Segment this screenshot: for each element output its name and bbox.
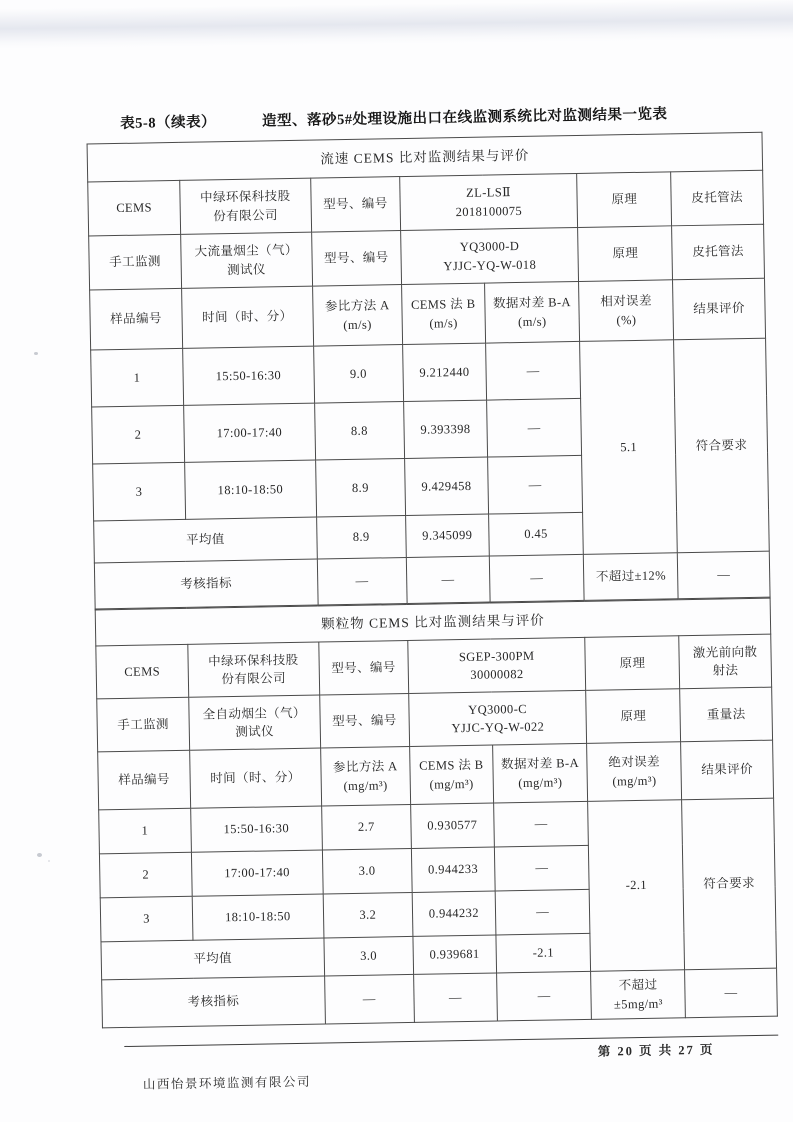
table-cell: 17:00-17:40 (183, 403, 315, 462)
table-cell: 2 (99, 852, 192, 898)
table-cell: — (487, 455, 582, 514)
table-cell: — (317, 558, 407, 606)
section-title: 流速 CEMS 比对监测结果与评价 (87, 132, 763, 182)
table-caption (86, 101, 764, 134)
table-number-label: 表5-8（续表） (120, 114, 217, 132)
column-header: CEMS 法 B (mg/m³) (409, 745, 493, 804)
table-cell: 15:50-16:30 (182, 346, 314, 405)
table-cell: 2.7 (321, 804, 411, 850)
table-cell: 2 (92, 405, 185, 464)
table-cell: — (324, 974, 414, 1024)
table-cell: 9.212440 (402, 343, 486, 401)
assess-criterion: 不超过±5mg/m³ (591, 970, 686, 1020)
column-header: 时间（时、分） (189, 748, 321, 808)
table-cell: — (493, 801, 588, 847)
principle-value: 重量法 (680, 687, 773, 742)
table-cell: 8.8 (314, 402, 404, 461)
flow-cems-table (87, 132, 771, 610)
page-title: 造型、落砂5#处理设施出口在线监测系统比对监测结果一览表 (261, 106, 668, 130)
average-label: 平均值 (94, 517, 317, 563)
principle-label: 原理 (577, 172, 672, 228)
column-header: 时间（时、分） (181, 286, 313, 348)
equipment-role: 手工监测 (97, 697, 190, 752)
table-cell: 0.944233 (411, 847, 495, 892)
column-header: 绝对误差 (mg/m³) (587, 742, 682, 802)
table-cell: — (494, 845, 589, 891)
equipment-vendor: 全自动烟尘（气） 测试仪 (189, 695, 321, 750)
column-header: 样品编号 (98, 750, 191, 810)
model-value: SGEP-300PM 30000082 (408, 637, 586, 693)
table-cell: — (677, 551, 770, 599)
table-cell: 15:50-16:30 (190, 806, 322, 852)
column-header: 参比方法 A (mg/m³) (320, 746, 410, 806)
column-header: 参比方法 A (m/s) (312, 285, 402, 347)
model-label: 型号、编号 (311, 231, 401, 287)
column-header: 数据对差 B-A (mg/m³) (492, 743, 587, 803)
error-merged-cell: -2.1 (588, 800, 685, 972)
column-header: 样品编号 (90, 288, 183, 350)
table-cell: 3 (93, 462, 186, 521)
principle-label: 原理 (586, 689, 681, 744)
model-label: 型号、编号 (319, 693, 409, 748)
table-cell: 3.2 (323, 892, 413, 938)
column-header: 结果评价 (673, 278, 766, 340)
table-cell: 0.944232 (412, 891, 496, 936)
model-value: ZL-LSⅡ 2018100075 (399, 173, 577, 230)
table-cell: 9.0 (313, 345, 403, 404)
assess-label: 考核指标 (94, 559, 318, 609)
section-title: 颗粒物 CEMS 比对监测结果与评价 (95, 598, 771, 646)
equipment-vendor: 中绿环保科技股 份有限公司 (188, 642, 320, 697)
column-header: 相对误差 (%) (579, 280, 674, 342)
table-cell: 3.0 (322, 848, 412, 894)
model-value: YQ3000-D YJJC-YQ-W-018 (400, 227, 578, 284)
table-cell: 9.393398 (403, 400, 487, 458)
model-label: 型号、编号 (319, 640, 409, 695)
document-page (86, 101, 781, 1094)
page-footer (124, 1035, 779, 1093)
table-cell: 0.45 (488, 512, 583, 556)
result-merged-cell: 符合要求 (682, 798, 777, 970)
table-cell: 1 (91, 348, 184, 407)
table-cell: — (496, 971, 591, 1021)
table-cell: — (489, 554, 584, 602)
table-cell: 3 (100, 896, 193, 942)
table-cell: — (495, 889, 590, 935)
scan-speck (37, 853, 42, 857)
scan-speck (48, 860, 50, 862)
table-cell: 18:10-18:50 (184, 460, 316, 519)
page-number: 第 20 页 共 27 页 (597, 1042, 715, 1059)
equipment-role: CEMS (88, 180, 181, 236)
equipment-vendor: 大流量烟尘（气） 测试仪 (180, 232, 312, 288)
principle-label: 原理 (578, 226, 673, 282)
table-cell: 9.429458 (404, 457, 488, 515)
table-cell: 8.9 (315, 459, 405, 518)
principle-value: 皮托管法 (671, 170, 764, 226)
column-header: 数据对差 B-A (m/s) (484, 281, 580, 343)
scanner-shadow-band (0, 0, 793, 49)
equipment-role: CEMS (96, 644, 189, 699)
table-cell: — (406, 556, 490, 603)
footer-company-name: 山西怡景环境监测有限公司 (142, 1074, 312, 1092)
result-merged-cell: 符合要求 (674, 338, 770, 553)
model-value: YQ3000-C YJJC-YQ-W-022 (409, 690, 587, 746)
table-cell: — (685, 968, 778, 1018)
table-cell: 1 (99, 808, 192, 854)
table-cell: 0.939681 (413, 935, 497, 974)
equipment-role: 手工监测 (89, 234, 182, 290)
table-row (91, 338, 767, 407)
table-cell: 0.930577 (410, 803, 494, 848)
assess-criterion: 不超过±12% (584, 553, 679, 601)
table-cell: 9.345099 (405, 514, 489, 557)
table-cell: — (485, 341, 580, 400)
table-cell: 8.9 (316, 516, 406, 560)
average-label: 平均值 (101, 938, 324, 980)
table-cell: 3.0 (324, 936, 414, 976)
principle-value: 激光前向散 射法 (679, 634, 772, 689)
table-cell: 18:10-18:50 (192, 894, 324, 940)
column-header: 结果评价 (681, 740, 774, 800)
table-cell: -2.1 (496, 933, 591, 973)
model-label: 型号、编号 (310, 177, 400, 233)
error-merged-cell: 5.1 (580, 340, 678, 555)
particulate-cems-table (95, 598, 778, 1029)
equipment-vendor: 中绿环保科技股 份有限公司 (180, 178, 312, 234)
column-header: CEMS 法 B (m/s) (401, 283, 485, 344)
flow-cems-table-body (87, 132, 770, 609)
particulate-cems-table-body (95, 598, 777, 1028)
principle-label: 原理 (585, 636, 680, 691)
table-cell: — (486, 398, 581, 457)
table-cell: — (413, 973, 497, 1022)
scan-speck (34, 352, 38, 355)
assess-label: 考核指标 (102, 976, 326, 1028)
table-cell: 17:00-17:40 (191, 850, 323, 896)
principle-value: 皮托管法 (672, 224, 765, 280)
